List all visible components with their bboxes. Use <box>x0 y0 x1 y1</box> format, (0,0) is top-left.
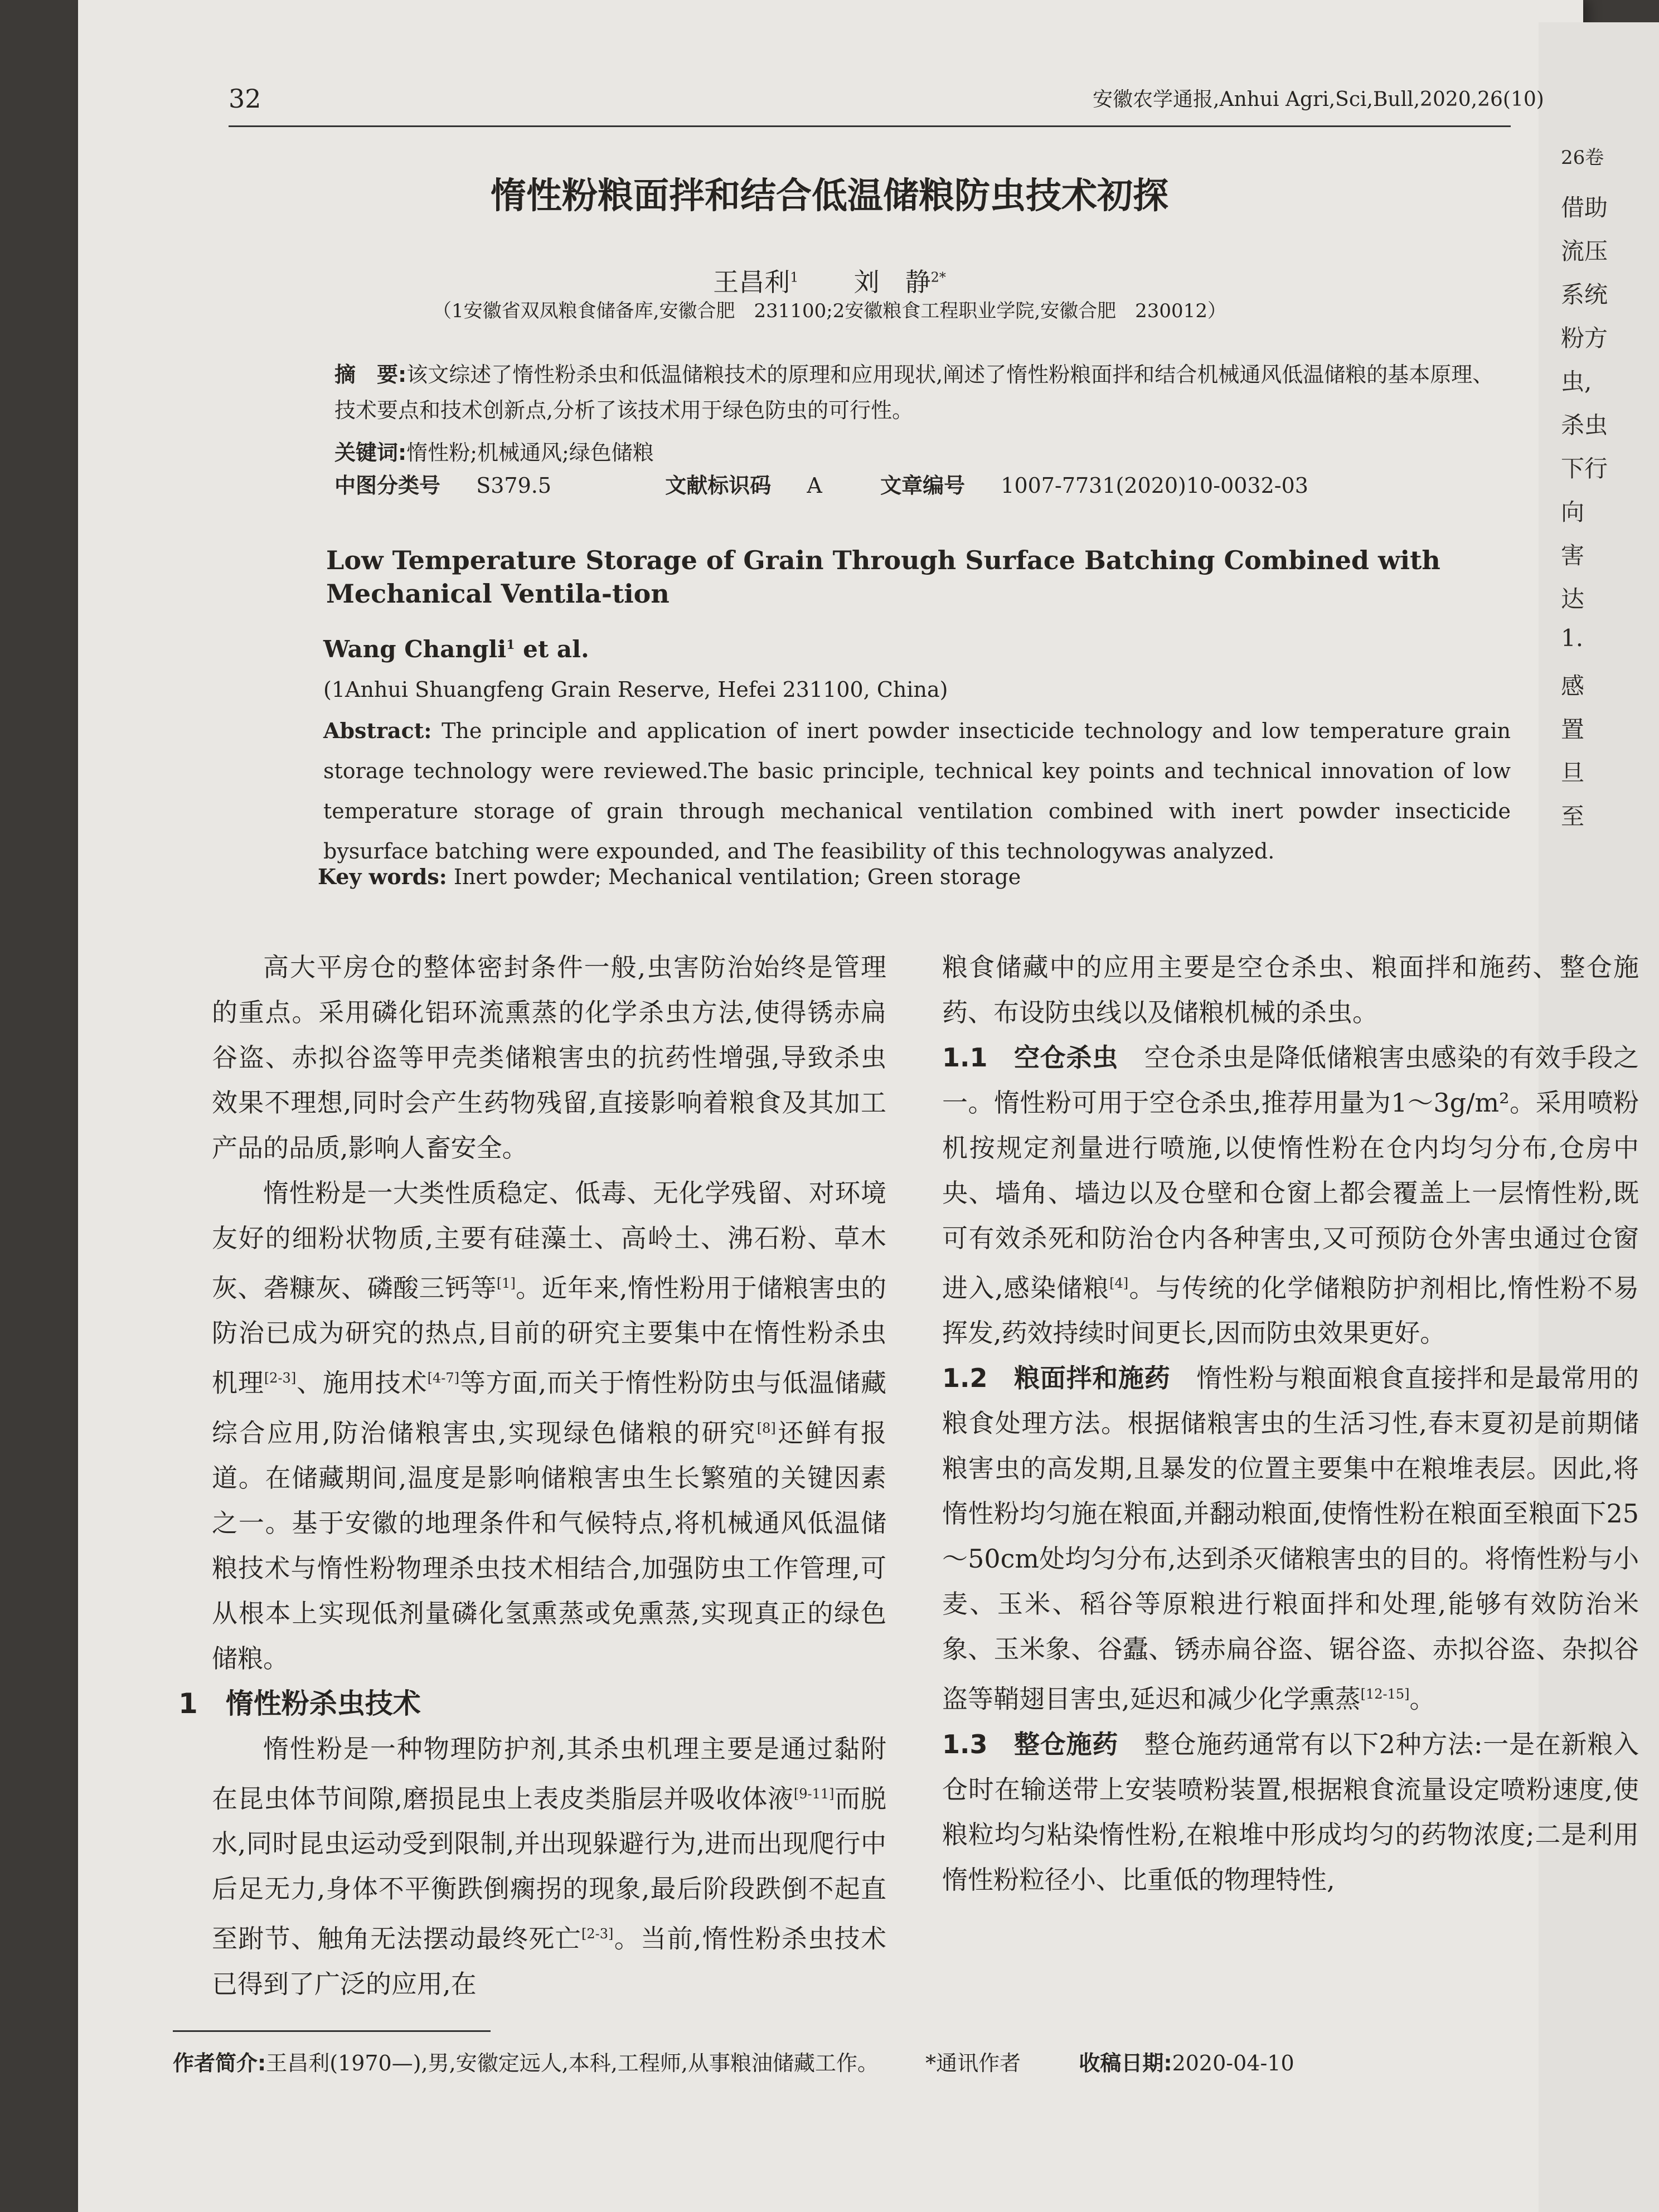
section-1-heading: 1 惰性粉杀虫技术 <box>178 1687 421 1720</box>
author-2: 刘 静 <box>853 267 931 297</box>
english-keywords-text: Inert powder; Mechanical ventilation; Green storage <box>453 865 1021 889</box>
doc-code-label: 文献标识码 <box>665 473 772 498</box>
header-rule <box>229 125 1511 127</box>
text-run: 。与传统的化学储粮防护剂相比,惰性粉不易挥发,药效持续时间更长,因而防虫效果更好。 <box>942 1273 1639 1348</box>
text-run: 整仓施药通常有以下2种方法:一是在新粮入仓时在输送带上安装喷粉装置,根据粮食流量设定喷粉速度,使粮粒均匀粘染惰性粉,在粮堆中形成均匀的药物浓度;二是利用惰性粉粒径小、比重低的物理特性, <box>942 1729 1639 1895</box>
journal-header: 安徽农学通报,Anhui Agri,Sci,Bull,2020,26(10) <box>1093 88 1544 111</box>
adjacent-page-line: 至 <box>1561 803 1585 830</box>
affiliation: （1安徽省双凤粮食储备库,安徽合肥 231100;2安徽粮食工程职业学院,安徽合肥 230012） <box>433 300 1226 322</box>
adjacent-page-line: 置 <box>1561 716 1585 743</box>
citation: [2-3] <box>581 1926 614 1942</box>
adjacent-page-line: 害 <box>1561 542 1585 569</box>
author-1-sup: 1 <box>790 269 799 285</box>
english-abstract-text: The principle and application of inert powder insecticide technology and low temperature grain storage technology were reviewed.The basic principle, technical key points and technical innovation of low temperature storage of grain through mechanical ventilation combined with inert powder insecticide bysurface batching were expounded, and The feasibility of this technologywas analyzed. <box>323 719 1511 864</box>
section-1-3 <box>942 1722 1639 1903</box>
citation: [2-3] <box>264 1370 297 1386</box>
clc-value: S379.5 <box>476 473 552 498</box>
adjacent-page-line: 流压 <box>1561 237 1608 265</box>
citation: [12-15] <box>1360 1686 1410 1702</box>
footnote-rule <box>173 2030 491 2032</box>
left-column <box>178 945 887 2007</box>
citation: [4] <box>1109 1275 1129 1291</box>
adjacent-page-line: 虫, <box>1561 368 1592 395</box>
author-1: 王昌利 <box>713 267 790 297</box>
text-run: 惰性粉与粮面粮食直接拌和是最常用的粮食处理方法。根据储粮害虫的生活习性,春末夏初是前期储粮害虫的高发期,且暴发的位置主要集中在粮堆表层。因此,将惰性粉均匀施在粮面,并翻动粮面,使惰性粉在粮面至粮面下25～50cm处均匀分布,达到杀灭储粮害虫的目的。将惰性粉与小麦、玉米、稻谷等原粮进行粮面拌和处理,能够有效防治米象、玉米象、谷蠹、锈赤扁谷盗、锯谷盗、赤拟谷盗、杂拟谷盗等鞘翅目害虫,延迟和减少化学熏蒸 <box>942 1363 1639 1714</box>
adjacent-page-line: 向 <box>1561 498 1585 526</box>
author-2-sup: 2* <box>930 269 946 285</box>
continued-paragraph: 粮食储藏中的应用主要是空仓杀虫、粮面拌和施药、整仓施药、布设防虫线以及储粮机械的杀虫。 <box>942 952 1639 1027</box>
section-1-paragraph <box>212 1726 886 2007</box>
bio-label: 作者简介: <box>173 2051 266 2075</box>
right-column <box>942 945 1639 1903</box>
section-1-1-heading: 1.1 空仓杀虫 <box>942 1042 1118 1073</box>
article-no-value: 1007-7731(2020)10-0032-03 <box>1001 473 1308 498</box>
adjacent-page-line: 下行 <box>1561 455 1608 482</box>
citation: [8] <box>756 1420 776 1436</box>
english-abstract <box>323 711 1511 871</box>
received-date-label: 收稿日期: <box>1079 2051 1172 2075</box>
english-affiliation: (1Anhui Shuangfeng Grain Reserve, Hefei 231100, China) <box>323 677 948 702</box>
clc-label: 中图分类号 <box>334 473 441 498</box>
text-run: 。当前,惰性粉杀虫技术已得到了广泛的应用,在 <box>212 1923 887 1999</box>
received-date: 2020-04-10 <box>1172 2051 1294 2075</box>
text-run: 。 <box>1409 1684 1435 1714</box>
english-title: Low Temperature Storage of Grain Through Surface Batching Combined with Mechanical Ventila-tion <box>326 545 1440 609</box>
text-run: 还鲜有报道。在储藏期间,温度是影响储粮害虫生长繁殖的关键因素之一。基于安徽的地理条件和气候特点,将机械通风低温储粮技术与惰性粉物理杀虫技术相结合,加强防虫工作管理,可从根本上实现低剂量磷化氢熏蒸或免熏蒸,实现真正的绿色储粮。 <box>212 1417 886 1673</box>
text-run: 惰性粉是一大类性质稳定、低毒、无化学残留、对环境友好的细粉状物质,主要有硅藻土、高岭土、沸石粉、草木灰、砻糠灰、磷酸三钙等 <box>212 1178 886 1303</box>
adjacent-page-line: 1. <box>1561 624 1584 652</box>
section-1-1 <box>942 1035 1639 1356</box>
keywords-label: 关键词: <box>334 440 407 465</box>
text-run: 。近年来,惰性粉用于储粮害虫的防治已成为研究的热点,目前的研究主要集中在惰性粉杀虫机理 <box>212 1273 886 1398</box>
section-1-3-heading: 1.3 整仓施药 <box>942 1729 1119 1759</box>
citation: [4-7] <box>427 1370 459 1386</box>
english-author-name: Wang Changli <box>323 636 507 663</box>
abstract-text: 该文综述了惰性粉杀虫和低温储粮技术的原理和应用现状,阐述了惰性粉粮面拌和结合机械通风低温储粮的基本原理、技术要点和技术创新点,分析了该技术用于绿色防虫的可行性。 <box>334 362 1494 423</box>
section-1-2 <box>942 1356 1639 1721</box>
keywords-text: 惰性粉;机械通风;绿色储粮 <box>406 440 654 465</box>
english-author <box>323 636 589 663</box>
section-1-2-heading: 1.2 粮面拌和施药 <box>942 1363 1171 1394</box>
adjacent-page-line: 感 <box>1561 672 1585 700</box>
text-run: 等方面,而关于惰性粉防虫与低温储藏综合应用,防治储粮害虫,实现绿色储粮的研究 <box>212 1367 887 1448</box>
chinese-keywords <box>334 435 1494 470</box>
doc-code-value: A <box>807 473 822 498</box>
english-keywords-label: Key words: <box>318 864 447 889</box>
adjacent-page-header: 26卷 <box>1561 147 1604 169</box>
adjacent-page-line: 系统 <box>1561 281 1608 308</box>
page-number: 32 <box>229 84 261 114</box>
classification-row <box>334 468 1505 499</box>
english-abstract-label: Abstract: <box>323 718 432 743</box>
english-keywords <box>318 864 1511 889</box>
footnote <box>173 2046 1294 2077</box>
text-run: 、施用技术 <box>296 1367 428 1398</box>
adjacent-page-line: 粉方 <box>1561 324 1608 352</box>
english-author-sup: 1 <box>506 638 515 652</box>
citation: [9-11] <box>793 1786 835 1802</box>
text-run: 空仓杀虫是降低储粮害虫感染的有效手段之一。惰性粉可用于空仓杀虫,推荐用量为1～3g/m²。采用喷粉机按规定剂量进行喷施,以使惰性粉在仓内均匀分布,仓房中央、墙角、墙边以及仓壁和仓窗上都会覆盖上一层惰性粉,既可有效杀死和防治仓内各种害虫,又可预防仓外害虫通过仓窗进入,感染储粮 <box>942 1042 1639 1303</box>
citation: [1] <box>496 1275 516 1291</box>
bio-text: 王昌利(1970—),男,安徽定远人,本科,工程师,从事粮油储藏工作。 <box>266 2051 879 2075</box>
adjacent-page-line: 借助 <box>1561 194 1608 221</box>
article-title: 惰性粉粮面拌和结合低温储粮防虫技术初探 <box>491 176 1168 217</box>
abstract-label: 摘 要: <box>334 362 407 387</box>
intro-paragraph-1: 高大平房仓的整体密封条件一般,虫害防治始终是管理的重点。采用磷化铝环流熏蒸的化学杀虫方法,使得锈赤扁谷盗、赤拟谷盗等甲壳类储粮害虫的抗药性增强,导致杀虫效果不理想,同时会产生药物残留,直接影响着粮食及其加工产品的品质,影响人畜安全。 <box>212 952 886 1163</box>
text-run: 而脱水,同时昆虫运动受到限制,并出现躲避行为,进而出现爬行中后足无力,身体不平衡跌倒瘸拐的现象,最后阶段跌倒不起直至跗节、触角无法摆动最终死亡 <box>212 1783 886 1954</box>
adjacent-page-line: 旦 <box>1561 759 1585 787</box>
authors <box>0 262 1659 299</box>
intro-paragraph-2 <box>212 1171 886 1681</box>
chinese-abstract <box>334 357 1494 428</box>
adjacent-page-line: 杀虫 <box>1561 411 1608 439</box>
article-no-label: 文章编号 <box>880 473 966 498</box>
english-author-suffix: et al. <box>515 636 589 663</box>
text-run: 惰性粉是一种物理防护剂,其杀虫机理主要是通过黏附在昆虫体节间隙,磨损昆虫上表皮类脂层并吸收体液 <box>212 1733 886 1814</box>
adjacent-page-line: 达 <box>1561 585 1585 613</box>
corresponding-author-note: *通讯作者 <box>925 2051 1021 2075</box>
